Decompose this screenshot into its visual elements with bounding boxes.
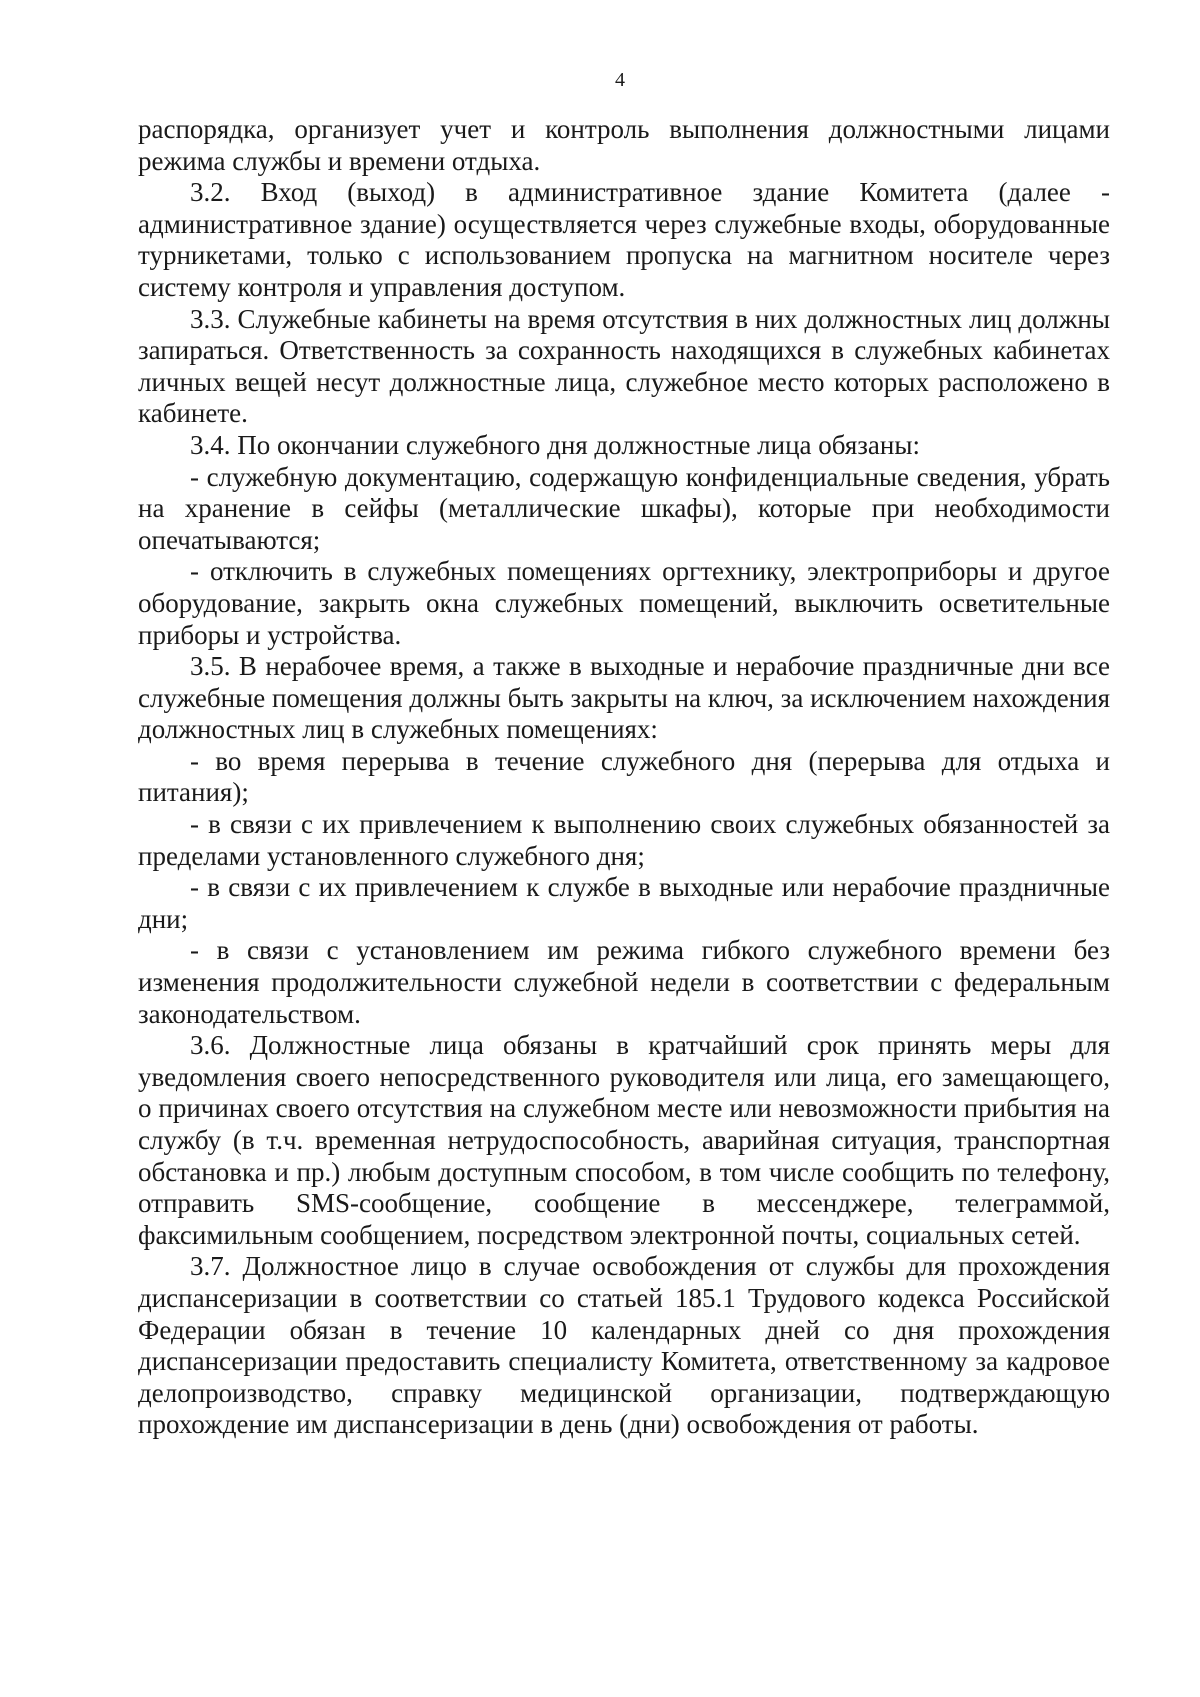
list-item-break: - во время перерыва в течение служебного дня (перерыва для отдыха и питания); (138, 745, 1110, 808)
paragraph-3-7: 3.7. Должностное лицо в случае освобождения от службы для прохождения диспансеризации в соответствии со статьей 185.1 Трудового кодекса Российской Федерации обязан в течение 10 календарных дней со дня прохождения диспансеризации предоставить специалисту Комитета, ответственному за кадровое делопроизводство, справку медицинской организации, подтверждающую прохождение им диспансеризации в день (дни) освобождения от работы. (138, 1251, 1110, 1440)
paragraph-3-6: 3.6. Должностные лица обязаны в кратчайший срок принять меры для уведомления своего непосредственного руководителя или лица, его замещающего, о причинах своего отсутствия на служебном месте или невозможности прибытия на службу (в т.ч. временная нетрудоспособность, аварийная ситуация, транспортная обстановка и пр.) любым доступным способом, в том числе сообщить по телефону, отправить SMS-сообщение, сообщение в мессенджере, телеграммой, факсимильным сообщением, посредством электронной почты, социальных сетей. (138, 1030, 1110, 1250)
list-item-equipment: - отключить в служебных помещениях оргтехнику, электроприборы и другое оборудование, закрыть окна служебных помещений, выключить осветительные приборы и устройства. (138, 556, 1110, 650)
list-item-weekend-duty: - в связи с их привлечением к службе в выходные или нерабочие праздничные дни; (138, 872, 1110, 934)
paragraph-3-3: 3.3. Служебные кабинеты на время отсутствия в них должностных лиц должны запираться. Ответственность за сохранность находящихся в служебных кабинетах личных вещей несут должностные лица, служебное место которых расположено в кабинете. (138, 303, 1110, 429)
document-body (138, 114, 1110, 1441)
list-item-overtime: - в связи с их привлечением к выполнению своих служебных обязанностей за пределами установленного служебного дня; (138, 809, 1110, 871)
list-item-documentation: - служебную документацию, содержащую конфиденциальные сведения, убрать на хранение в сейфы (металлические шкафы), которые при необходимости опечатываются; (138, 461, 1110, 555)
page-number: 4 (615, 69, 625, 91)
paragraph-continuation: распорядка, организует учет и контроль выполнения должностными лицами режима службы и времени отдыха. (138, 114, 1110, 176)
list-item-flexible-time: - в связи с установлением им режима гибкого служебного времени без изменения продолжительности служебной недели в соответствии с федеральным законодательством. (138, 935, 1110, 1029)
paragraph-3-2: 3.2. Вход (выход) в административное здание Комитета (далее - административное здание) осуществляется через служебные входы, оборудованные турникетами, только с использованием пропуска на магнитном носителе через систему контроля и управления доступом. (138, 177, 1110, 302)
paragraph-3-5: 3.5. В нерабочее время, а также в выходные и нерабочие праздничные дни все служебные помещения должны быть закрыты на ключ, за исключением нахождения должностных лиц в служебных помещениях: (138, 651, 1110, 745)
paragraph-3-4: 3.4. По окончании служебного дня должностные лица обязаны: (190, 429, 921, 460)
